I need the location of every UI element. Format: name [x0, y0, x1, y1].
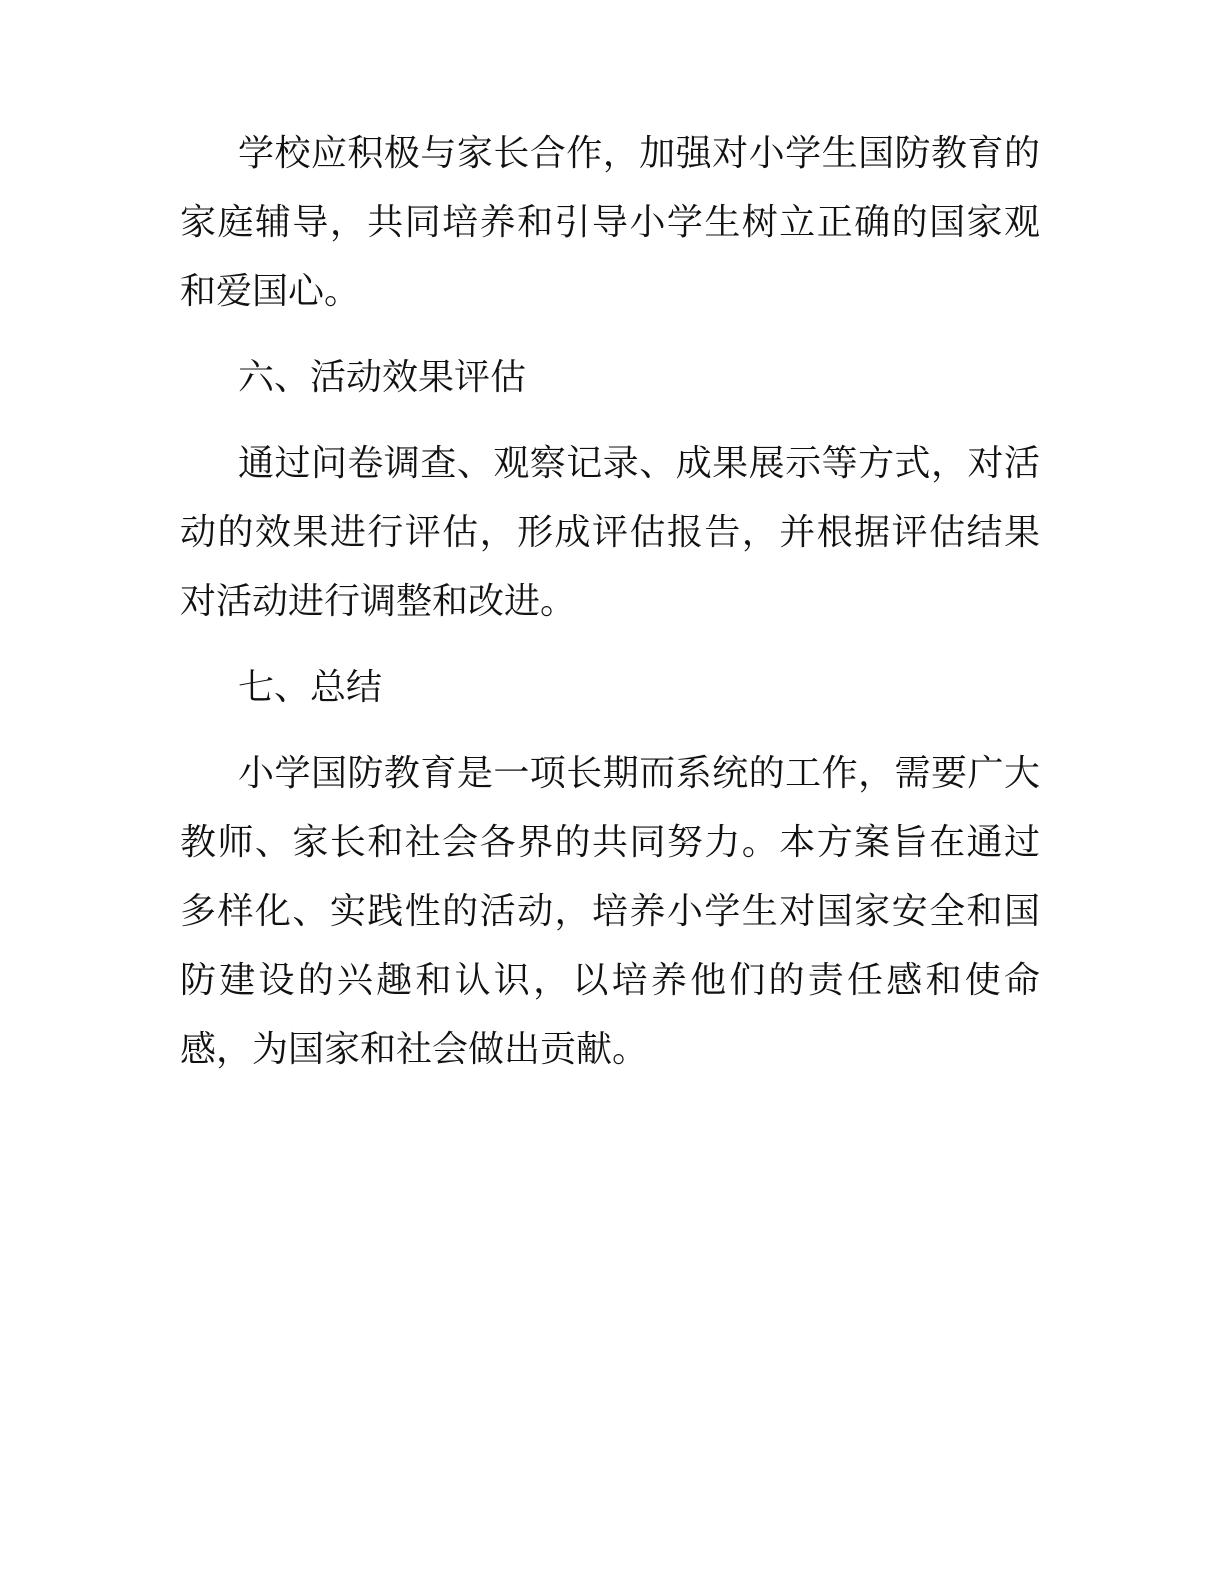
paragraph-family-guidance: 学校应积极与家长合作，加强对小学生国防教育的家庭辅导，共同培养和引导小学生树立正确的国家观和爱国心。: [180, 133, 1040, 312]
section-heading-summary: 七、总结: [238, 667, 383, 708]
paragraph-gap: [180, 722, 1040, 739]
paragraph-gap: [180, 326, 1040, 343]
paragraph-summary: 小学国防教育是一项长期而系统的工作，需要广大教师、家长和社会各界的共同努力。本方案旨在通过多样化、实践性的活动，培养小学生对国家安全和国防建设的兴趣和认识，以培养他们的责任感和使命感，为国家和社会做出贡献。: [180, 753, 1040, 1070]
document-body: [180, 119, 1040, 1084]
section-heading-evaluation: 六、活动效果评估: [238, 357, 527, 398]
paragraph-gap: [180, 412, 1040, 429]
paragraph-evaluation: 通过问卷调查、观察记录、成果展示等方式，对活动的效果进行评估，形成评估报告，并根据评估结果对活动进行调整和改进。: [180, 443, 1040, 622]
paragraph-gap: [180, 636, 1040, 653]
